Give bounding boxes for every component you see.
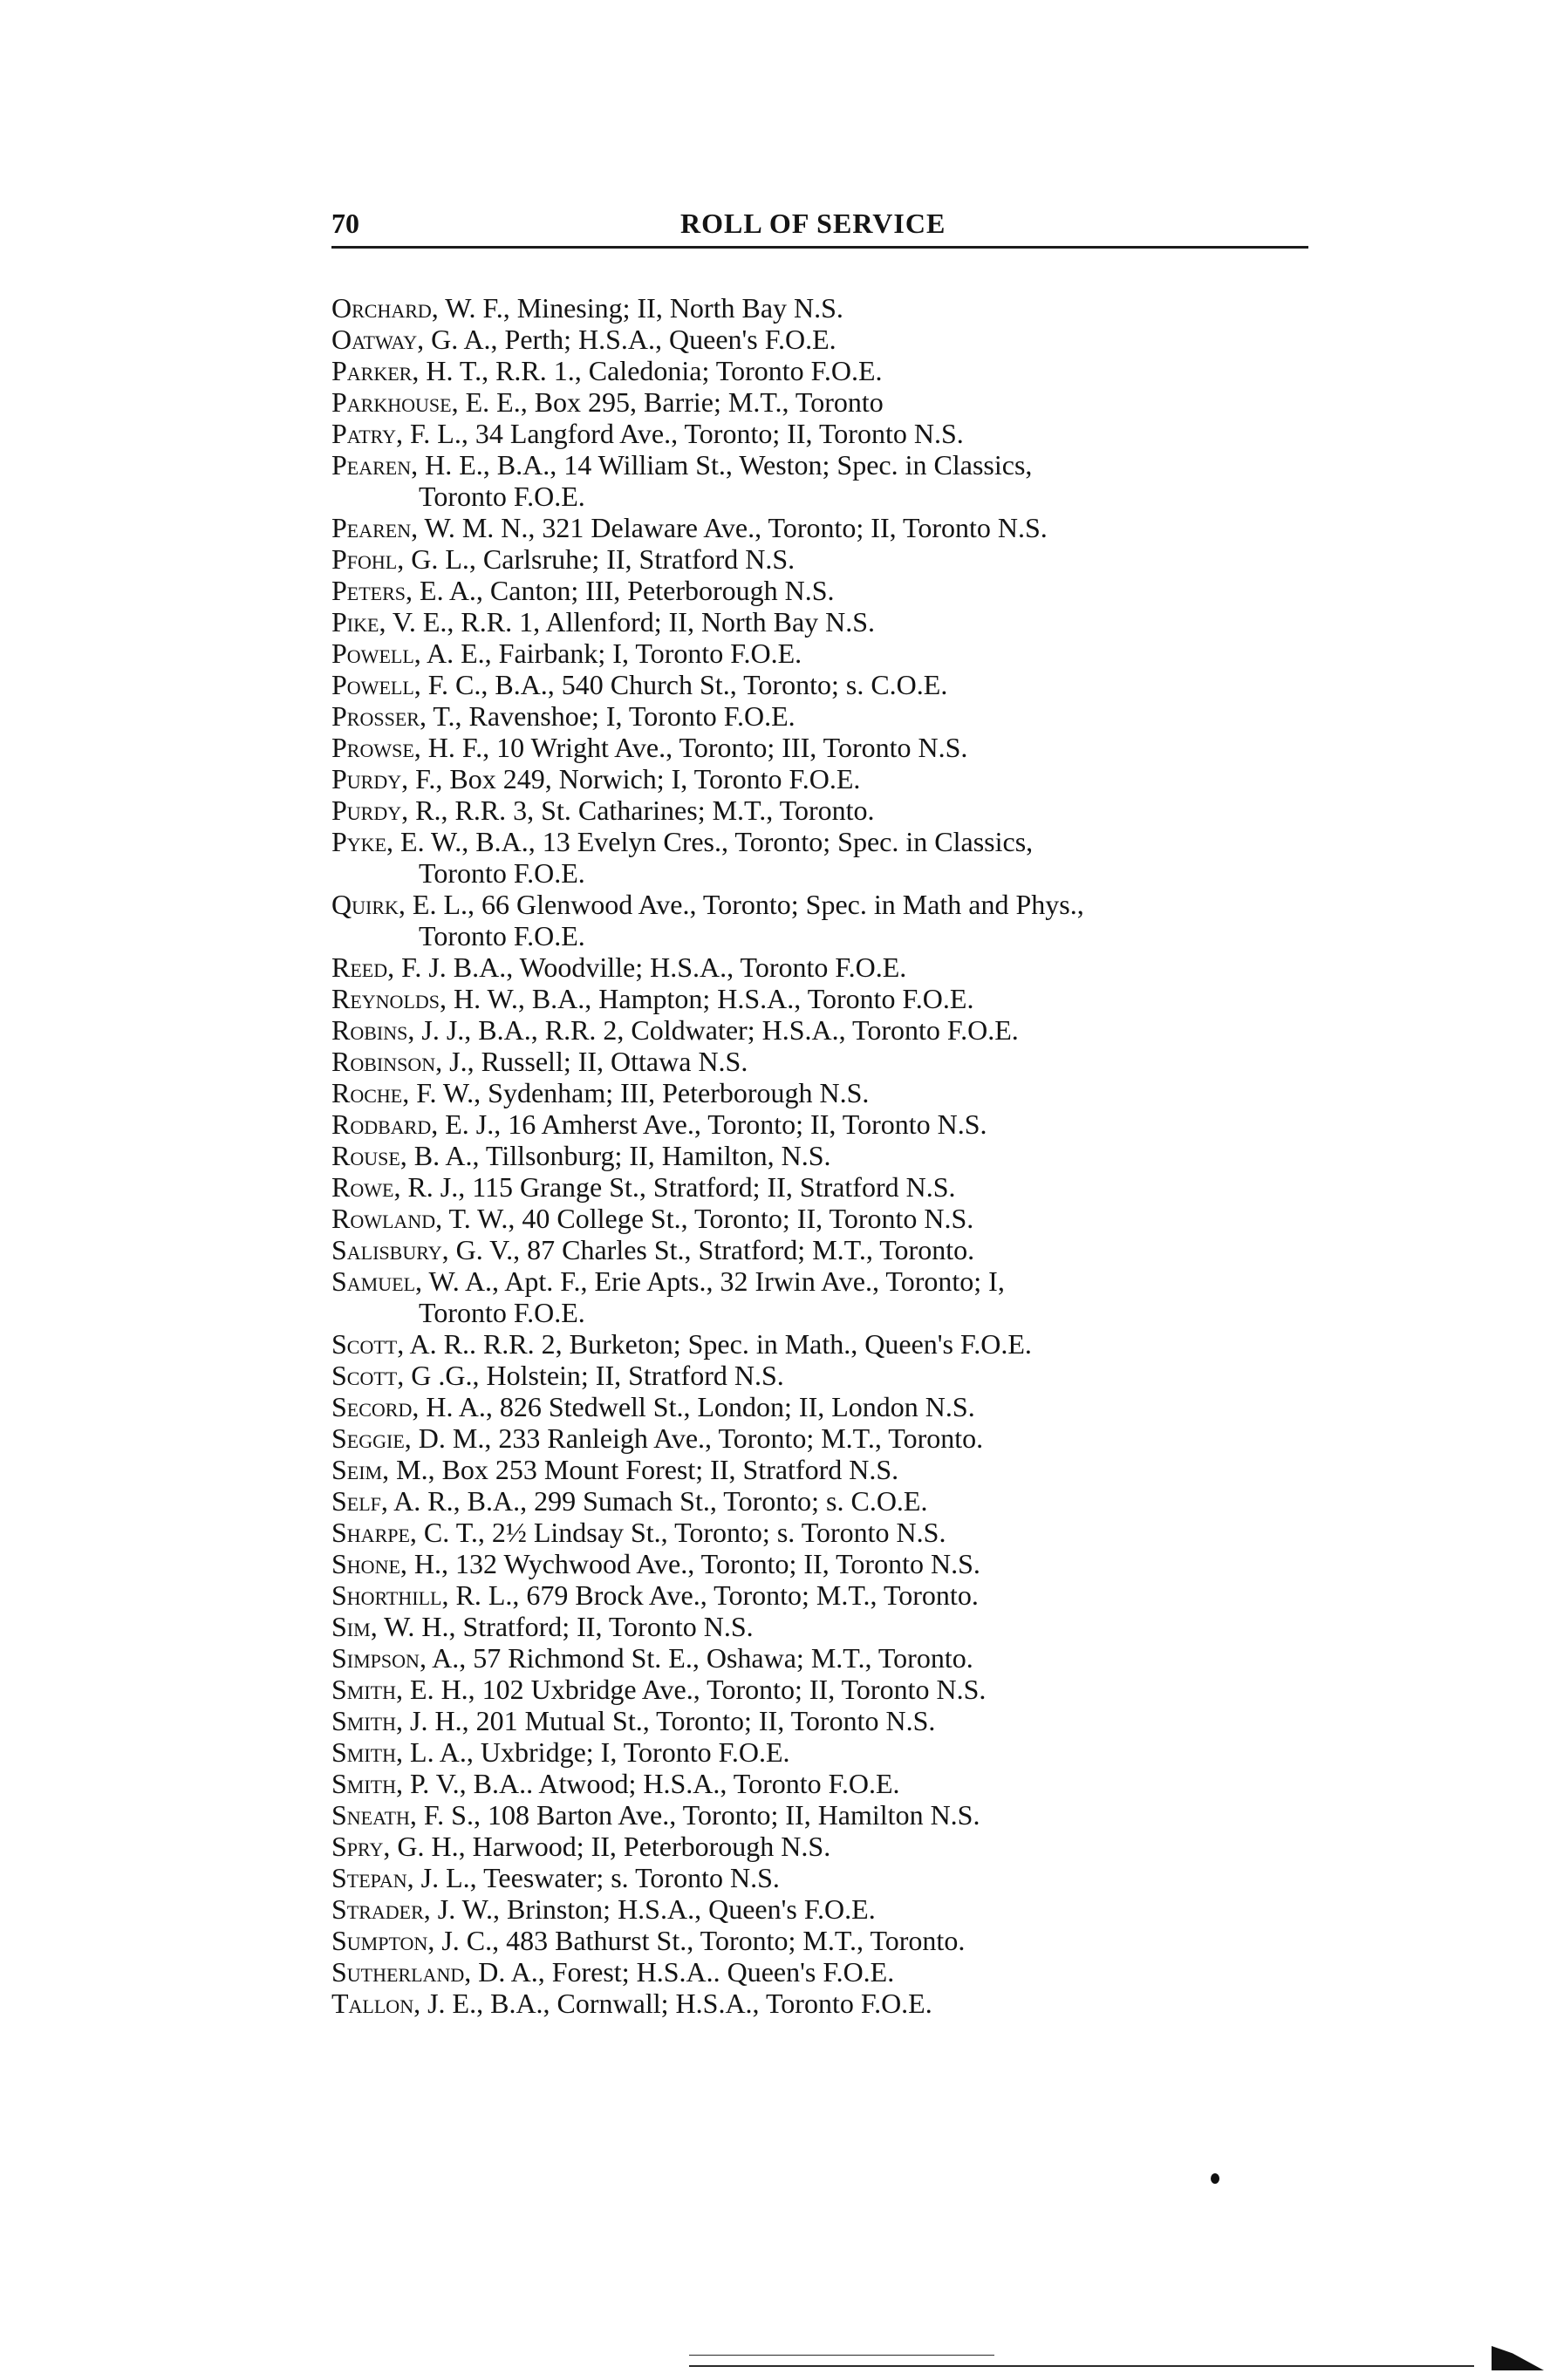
entry-details: T., Ravenshoe; I, Toronto F.O.E. bbox=[433, 700, 795, 732]
footer-rule-thin bbox=[689, 2355, 994, 2356]
entry-first-line: Simpson, A., 57 Richmond St. E., Oshawa; M.T., Toronto. bbox=[331, 1642, 973, 1674]
entry-surname: Smith bbox=[331, 1705, 397, 1736]
entry-surname: Stepan bbox=[331, 1862, 407, 1893]
roll-entry bbox=[331, 732, 1326, 763]
roll-entry bbox=[331, 1736, 1326, 1768]
entry-surname: Reynolds bbox=[331, 983, 440, 1014]
entry-details: G. V., 87 Charles St., Stratford; M.T., Toronto. bbox=[455, 1234, 975, 1265]
roll-entry bbox=[331, 1077, 1326, 1108]
entry-details: G. A., Perth; H.S.A., Queen's F.O.E. bbox=[431, 324, 836, 355]
entry-first-line: Patry, F. L., 34 Langford Ave., Toronto; II, Toronto N.S. bbox=[331, 418, 964, 449]
entry-surname: Patry bbox=[331, 418, 397, 449]
roll-entry bbox=[331, 543, 1326, 575]
roll-entry bbox=[331, 1485, 1326, 1517]
entry-details: E. A., Canton; III, Peterborough N.S. bbox=[420, 575, 835, 606]
entry-continuation-line bbox=[331, 857, 1326, 889]
entry-surname: Sneath bbox=[331, 1799, 410, 1831]
header-rule bbox=[331, 246, 1308, 249]
entry-surname: Robinson bbox=[331, 1046, 436, 1077]
entry-details: G. H., Harwood; II, Peterborough N.S. bbox=[397, 1831, 831, 1862]
roll-entry bbox=[331, 1517, 1326, 1548]
entry-surname: Smith bbox=[331, 1768, 397, 1799]
entry-details: Toronto F.O.E. bbox=[419, 857, 585, 889]
roll-entry bbox=[331, 418, 1326, 449]
entry-surname: Smith bbox=[331, 1674, 397, 1705]
entry-first-line: Scott, G .G., Holstein; II, Stratford N.S. bbox=[331, 1360, 784, 1391]
entry-surname: Orchard bbox=[331, 292, 432, 324]
entry-details: E. J., 16 Amherst Ave., Toronto; II, Toronto N.S. bbox=[445, 1108, 987, 1140]
roll-entries-list bbox=[331, 292, 1326, 2019]
entry-surname: Smith bbox=[331, 1736, 397, 1768]
roll-entry bbox=[331, 1454, 1326, 1485]
entry-details: Toronto F.O.E. bbox=[419, 1297, 585, 1328]
entry-details: H. W., B.A., Hampton; H.S.A., Toronto F.O.E. bbox=[454, 983, 974, 1014]
entry-first-line: Prowse, H. F., 10 Wright Ave., Toronto; III, Toronto N.S. bbox=[331, 732, 968, 763]
entry-details: L. A., Uxbridge; I, Toronto F.O.E. bbox=[410, 1736, 790, 1768]
roll-entry bbox=[331, 1265, 1326, 1328]
entry-first-line: Parker, H. T., R.R. 1., Caledonia; Toronto F.O.E. bbox=[331, 355, 883, 386]
roll-entry bbox=[331, 606, 1326, 638]
entry-surname: Parker bbox=[331, 355, 413, 386]
entry-surname: Powell bbox=[331, 669, 414, 700]
roll-entry bbox=[331, 324, 1326, 355]
roll-entry bbox=[331, 889, 1326, 951]
entry-surname: Robins bbox=[331, 1014, 408, 1046]
roll-entry bbox=[331, 1674, 1326, 1705]
entry-details: A. E., Fairbank; I, Toronto F.O.E. bbox=[427, 638, 802, 669]
page-number: 70 bbox=[331, 208, 359, 239]
entry-first-line: Self, A. R., B.A., 299 Sumach St., Toronto; s. C.O.E. bbox=[331, 1485, 928, 1517]
entry-details: D. M., 233 Ranleigh Ave., Toronto; M.T., Toronto. bbox=[418, 1422, 984, 1454]
entry-details: J. H., 201 Mutual St., Toronto; II, Toronto N.S. bbox=[410, 1705, 936, 1736]
roll-entry bbox=[331, 292, 1326, 324]
entry-surname: Strader bbox=[331, 1893, 424, 1925]
roll-entry bbox=[331, 1422, 1326, 1454]
entry-details: F. C., B.A., 540 Church St., Toronto; s. C.O.E. bbox=[427, 669, 948, 700]
roll-entry bbox=[331, 575, 1326, 606]
ink-speck bbox=[1211, 2173, 1219, 2184]
entry-first-line: Oatway, G. A., Perth; H.S.A., Queen's F.O.E. bbox=[331, 324, 836, 355]
entry-first-line: Rowe, R. J., 115 Grange St., Stratford; II, Stratford N.S. bbox=[331, 1171, 956, 1203]
entry-details: F., Box 249, Norwich; I, Toronto F.O.E. bbox=[415, 763, 861, 794]
roll-entry bbox=[331, 512, 1326, 543]
entry-first-line: Tallon, J. E., B.A., Cornwall; H.S.A., Toronto F.O.E. bbox=[331, 1988, 932, 2019]
roll-entry bbox=[331, 669, 1326, 700]
entry-details: E. E., Box 295, Barrie; M.T., Toronto bbox=[465, 386, 884, 418]
entry-surname: Shone bbox=[331, 1548, 400, 1579]
entry-details: J., Russell; II, Ottawa N.S. bbox=[449, 1046, 748, 1077]
entry-first-line: Sharpe, C. T., 2½ Lindsay St., Toronto; s. Toronto N.S. bbox=[331, 1517, 946, 1548]
entry-first-line: Purdy, R., R.R. 3, St. Catharines; M.T., Toronto. bbox=[331, 794, 875, 826]
entry-details: Toronto F.O.E. bbox=[419, 920, 585, 951]
entry-surname: Rodbard bbox=[331, 1108, 432, 1140]
entry-first-line: Prosser, T., Ravenshoe; I, Toronto F.O.E. bbox=[331, 700, 795, 732]
entry-details: J. W., Brinston; H.S.A., Queen's F.O.E. bbox=[437, 1893, 876, 1925]
entry-details: W. H., Stratford; II, Toronto N.S. bbox=[384, 1611, 754, 1642]
entry-surname: Sharpe bbox=[331, 1517, 410, 1548]
entry-first-line: Reynolds, H. W., B.A., Hampton; H.S.A., Toronto F.O.E. bbox=[331, 983, 974, 1014]
entry-surname: Seggie bbox=[331, 1422, 405, 1454]
entry-first-line: Rouse, B. A., Tillsonburg; II, Hamilton, N.S. bbox=[331, 1140, 831, 1171]
entry-first-line: Orchard, W. F., Minesing; II, North Bay N.S. bbox=[331, 292, 843, 324]
entry-first-line: Pearen, H. E., B.A., 14 William St., Weston; Spec. in Classics, bbox=[331, 449, 1033, 481]
roll-entry bbox=[331, 1234, 1326, 1265]
entry-continuation-line bbox=[331, 1297, 1326, 1328]
roll-entry bbox=[331, 1988, 1326, 2019]
entry-surname: Peters bbox=[331, 575, 406, 606]
page-header bbox=[331, 208, 1308, 249]
entry-first-line: Peters, E. A., Canton; III, Peterborough N.S. bbox=[331, 575, 835, 606]
entry-details: T. W., 40 College St., Toronto; II, Toronto N.S. bbox=[448, 1203, 974, 1234]
entry-details: R. L., 679 Brock Ave., Toronto; M.T., Toronto. bbox=[455, 1579, 979, 1611]
entry-details: J. C., 483 Bathurst St., Toronto; M.T., Toronto. bbox=[441, 1925, 966, 1956]
roll-entry bbox=[331, 1893, 1326, 1925]
entry-surname: Rowe bbox=[331, 1171, 394, 1203]
entry-first-line: Smith, P. V., B.A.. Atwood; H.S.A., Toronto F.O.E. bbox=[331, 1768, 900, 1799]
entry-details: H., 132 Wychwood Ave., Toronto; II, Toronto N.S. bbox=[413, 1548, 980, 1579]
entry-surname: Pearen bbox=[331, 449, 412, 481]
entry-surname: Samuel bbox=[331, 1265, 416, 1297]
entry-details: W. F., Minesing; II, North Bay N.S. bbox=[445, 292, 843, 324]
entry-surname: Powell bbox=[331, 638, 414, 669]
entry-surname: Purdy bbox=[331, 763, 402, 794]
entry-surname: Rouse bbox=[331, 1140, 400, 1171]
roll-entry bbox=[331, 1328, 1326, 1360]
roll-entry bbox=[331, 1799, 1326, 1831]
entry-details: A. R.. R.R. 2, Burketon; Spec. in Math., Queen's F.O.E. bbox=[409, 1328, 1032, 1360]
entry-details: H. F., 10 Wright Ave., Toronto; III, Toronto N.S. bbox=[427, 732, 968, 763]
entry-surname: Self bbox=[331, 1485, 381, 1517]
entry-details: P. V., B.A.. Atwood; H.S.A., Toronto F.O.E. bbox=[410, 1768, 900, 1799]
entry-first-line: Sutherland, D. A., Forest; H.S.A.. Queen's F.O.E. bbox=[331, 1956, 895, 1988]
roll-entry bbox=[331, 1862, 1326, 1893]
entry-surname: Pyke bbox=[331, 826, 387, 857]
roll-entry bbox=[331, 1831, 1326, 1862]
entry-surname: Reed bbox=[331, 951, 388, 983]
entry-details: E. L., 66 Glenwood Ave., Toronto; Spec. in Math and Phys., bbox=[412, 889, 1084, 920]
entry-continuation-line bbox=[331, 920, 1326, 951]
roll-entry bbox=[331, 1391, 1326, 1422]
entry-surname: Prowse bbox=[331, 732, 414, 763]
roll-entry bbox=[331, 1768, 1326, 1799]
entry-first-line: Powell, A. E., Fairbank; I, Toronto F.O.E. bbox=[331, 638, 802, 669]
entry-first-line: Shorthill, R. L., 679 Brock Ave., Toronto; M.T., Toronto. bbox=[331, 1579, 979, 1611]
roll-entry bbox=[331, 638, 1326, 669]
roll-entry bbox=[331, 1956, 1326, 1988]
entry-details: C. T., 2½ Lindsay St., Toronto; s. Toronto N.S. bbox=[423, 1517, 946, 1548]
entry-surname: Sutherland bbox=[331, 1956, 465, 1988]
roll-entry bbox=[331, 1108, 1326, 1140]
roll-entry bbox=[331, 1925, 1326, 1956]
entry-surname: Prosser bbox=[331, 700, 420, 732]
entry-first-line: Seggie, D. M., 233 Ranleigh Ave., Toronto; M.T., Toronto. bbox=[331, 1422, 984, 1454]
entry-surname: Quirk bbox=[331, 889, 399, 920]
roll-entry bbox=[331, 763, 1326, 794]
roll-entry bbox=[331, 1140, 1326, 1171]
entry-first-line: Pearen, W. M. N., 321 Delaware Ave., Toronto; II, Toronto N.S. bbox=[331, 512, 1048, 543]
entry-first-line: Robins, J. J., B.A., R.R. 2, Coldwater; H.S.A., Toronto F.O.E. bbox=[331, 1014, 1019, 1046]
entry-first-line: Robinson, J., Russell; II, Ottawa N.S. bbox=[331, 1046, 748, 1077]
entry-surname: Sumpton bbox=[331, 1925, 428, 1956]
roll-entry bbox=[331, 983, 1326, 1014]
entry-first-line: Strader, J. W., Brinston; H.S.A., Queen's F.O.E. bbox=[331, 1893, 876, 1925]
entry-details: R., R.R. 3, St. Catharines; M.T., Toronto. bbox=[415, 794, 875, 826]
roll-entry bbox=[331, 826, 1326, 889]
entry-first-line: Rowland, T. W., 40 College St., Toronto; II, Toronto N.S. bbox=[331, 1203, 974, 1234]
entry-details: F. W., Sydenham; III, Peterborough N.S. bbox=[416, 1077, 870, 1108]
roll-entry bbox=[331, 355, 1326, 386]
entry-details: A. R., B.A., 299 Sumach St., Toronto; s. C.O.E. bbox=[393, 1485, 928, 1517]
roll-entry bbox=[331, 1611, 1326, 1642]
entry-surname: Pearen bbox=[331, 512, 412, 543]
entry-surname: Purdy bbox=[331, 794, 402, 826]
entry-first-line: Smith, J. H., 201 Mutual St., Toronto; II, Toronto N.S. bbox=[331, 1705, 936, 1736]
entry-surname: Spry bbox=[331, 1831, 384, 1862]
running-head: ROLL OF SERVICE bbox=[680, 208, 946, 239]
entry-details: H. A., 826 Stedwell St., London; II, London N.S. bbox=[426, 1391, 975, 1422]
entry-first-line: Sneath, F. S., 108 Barton Ave., Toronto; II, Hamilton N.S. bbox=[331, 1799, 980, 1831]
entry-surname: Rowland bbox=[331, 1203, 436, 1234]
entry-surname: Pfohl bbox=[331, 543, 398, 575]
entry-surname: Sim bbox=[331, 1611, 371, 1642]
entry-details: A., 57 Richmond St. E., Oshawa; M.T., Toronto. bbox=[432, 1642, 973, 1674]
entry-details: D. A., Forest; H.S.A.. Queen's F.O.E. bbox=[478, 1956, 895, 1988]
roll-entry bbox=[331, 951, 1326, 983]
entry-first-line: Smith, E. H., 102 Uxbridge Ave., Toronto; II, Toronto N.S. bbox=[331, 1674, 987, 1705]
entry-details: W. A., Apt. F., Erie Apts., 32 Irwin Ave., Toronto; I, bbox=[428, 1265, 1005, 1297]
roll-entry bbox=[331, 1203, 1326, 1234]
entry-surname: Parkhouse bbox=[331, 386, 452, 418]
roll-entry bbox=[331, 1360, 1326, 1391]
entry-details: F. J. B.A., Woodville; H.S.A., Toronto F.O.E. bbox=[401, 951, 907, 983]
entry-details: V. E., R.R. 1, Allenford; II, North Bay N.S. bbox=[392, 606, 876, 638]
entry-first-line: Rodbard, E. J., 16 Amherst Ave., Toronto; II, Toronto N.S. bbox=[331, 1108, 987, 1140]
entry-details: B. A., Tillsonburg; II, Hamilton, N.S. bbox=[413, 1140, 831, 1171]
roll-entry bbox=[331, 1548, 1326, 1579]
footer-rule bbox=[689, 2365, 1474, 2367]
roll-entry bbox=[331, 1046, 1326, 1077]
entry-details: W. M. N., 321 Delaware Ave., Toronto; II, Toronto N.S. bbox=[424, 512, 1048, 543]
page-edge-mark bbox=[1492, 2346, 1544, 2370]
entry-details: M., Box 253 Mount Forest; II, Stratford N.S. bbox=[396, 1454, 899, 1485]
entry-first-line: Seim, M., Box 253 Mount Forest; II, Stratford N.S. bbox=[331, 1454, 899, 1485]
entry-first-line: Scott, A. R.. R.R. 2, Burketon; Spec. in Math., Queen's F.O.E. bbox=[331, 1328, 1032, 1360]
roll-entry bbox=[331, 794, 1326, 826]
entry-surname: Scott bbox=[331, 1360, 398, 1391]
entry-details: J. J., B.A., R.R. 2, Coldwater; H.S.A., Toronto F.O.E. bbox=[421, 1014, 1019, 1046]
roll-entry bbox=[331, 1014, 1326, 1046]
entry-first-line: Parkhouse, E. E., Box 295, Barrie; M.T., Toronto bbox=[331, 386, 884, 418]
entry-first-line: Quirk, E. L., 66 Glenwood Ave., Toronto; Spec. in Math and Phys., bbox=[331, 889, 1084, 920]
roll-entry bbox=[331, 1642, 1326, 1674]
entry-surname: Tallon bbox=[331, 1988, 414, 2019]
entry-surname: Seim bbox=[331, 1454, 383, 1485]
entry-details: Toronto F.O.E. bbox=[419, 481, 585, 512]
entry-first-line: Pfohl, G. L., Carlsruhe; II, Stratford N.S. bbox=[331, 543, 795, 575]
entry-details: G .G., Holstein; II, Stratford N.S. bbox=[411, 1360, 784, 1391]
entry-surname: Pike bbox=[331, 606, 379, 638]
roll-entry bbox=[331, 1705, 1326, 1736]
entry-first-line: Samuel, W. A., Apt. F., Erie Apts., 32 Irwin Ave., Toronto; I, bbox=[331, 1265, 1005, 1297]
entry-first-line: Purdy, F., Box 249, Norwich; I, Toronto F.O.E. bbox=[331, 763, 861, 794]
roll-entry bbox=[331, 386, 1326, 418]
entry-details: G. L., Carlsruhe; II, Stratford N.S. bbox=[411, 543, 795, 575]
roll-entry bbox=[331, 700, 1326, 732]
entry-details: J. L., Teeswater; s. Toronto N.S. bbox=[420, 1862, 780, 1893]
entry-first-line: Powell, F. C., B.A., 540 Church St., Toronto; s. C.O.E. bbox=[331, 669, 948, 700]
entry-details: F. S., 108 Barton Ave., Toronto; II, Hamilton N.S. bbox=[423, 1799, 980, 1831]
entry-surname: Simpson bbox=[331, 1642, 420, 1674]
entry-surname: Salisbury bbox=[331, 1234, 442, 1265]
entry-surname: Shorthill bbox=[331, 1579, 442, 1611]
entry-surname: Secord bbox=[331, 1391, 413, 1422]
entry-first-line: Salisbury, G. V., 87 Charles St., Stratford; M.T., Toronto. bbox=[331, 1234, 975, 1265]
entry-first-line: Secord, H. A., 826 Stedwell St., London; II, London N.S. bbox=[331, 1391, 975, 1422]
entry-surname: Scott bbox=[331, 1328, 398, 1360]
entry-first-line: Reed, F. J. B.A., Woodville; H.S.A., Toronto F.O.E. bbox=[331, 951, 907, 983]
entry-first-line: Pyke, E. W., B.A., 13 Evelyn Cres., Toronto; Spec. in Classics, bbox=[331, 826, 1034, 857]
entry-first-line: Smith, L. A., Uxbridge; I, Toronto F.O.E. bbox=[331, 1736, 790, 1768]
roll-entry bbox=[331, 1579, 1326, 1611]
entry-first-line: Sim, W. H., Stratford; II, Toronto N.S. bbox=[331, 1611, 754, 1642]
entry-details: R. J., 115 Grange St., Stratford; II, Stratford N.S. bbox=[407, 1171, 956, 1203]
entry-details: J. E., B.A., Cornwall; H.S.A., Toronto F.O.E. bbox=[427, 1988, 932, 2019]
entry-first-line: Pike, V. E., R.R. 1, Allenford; II, North Bay N.S. bbox=[331, 606, 876, 638]
entry-continuation-line bbox=[331, 481, 1326, 512]
entry-first-line: Roche, F. W., Sydenham; III, Peterborough N.S. bbox=[331, 1077, 870, 1108]
roll-entry bbox=[331, 1171, 1326, 1203]
entry-first-line: Spry, G. H., Harwood; II, Peterborough N.S. bbox=[331, 1831, 831, 1862]
entry-details: E. W., B.A., 13 Evelyn Cres., Toronto; Spec. in Classics, bbox=[400, 826, 1034, 857]
entry-first-line: Sumpton, J. C., 483 Bathurst St., Toronto; M.T., Toronto. bbox=[331, 1925, 966, 1956]
entry-first-line: Stepan, J. L., Teeswater; s. Toronto N.S. bbox=[331, 1862, 780, 1893]
entry-surname: Oatway bbox=[331, 324, 418, 355]
entry-details: E. H., 102 Uxbridge Ave., Toronto; II, Toronto N.S. bbox=[410, 1674, 987, 1705]
entry-first-line: Shone, H., 132 Wychwood Ave., Toronto; II, Toronto N.S. bbox=[331, 1548, 980, 1579]
roll-entry bbox=[331, 449, 1326, 512]
entry-details: H. T., R.R. 1., Caledonia; Toronto F.O.E. bbox=[426, 355, 883, 386]
entry-details: H. E., B.A., 14 William St., Weston; Spec. in Classics, bbox=[425, 449, 1033, 481]
entry-surname: Roche bbox=[331, 1077, 403, 1108]
entry-details: F. L., 34 Langford Ave., Toronto; II, Toronto N.S. bbox=[410, 418, 964, 449]
